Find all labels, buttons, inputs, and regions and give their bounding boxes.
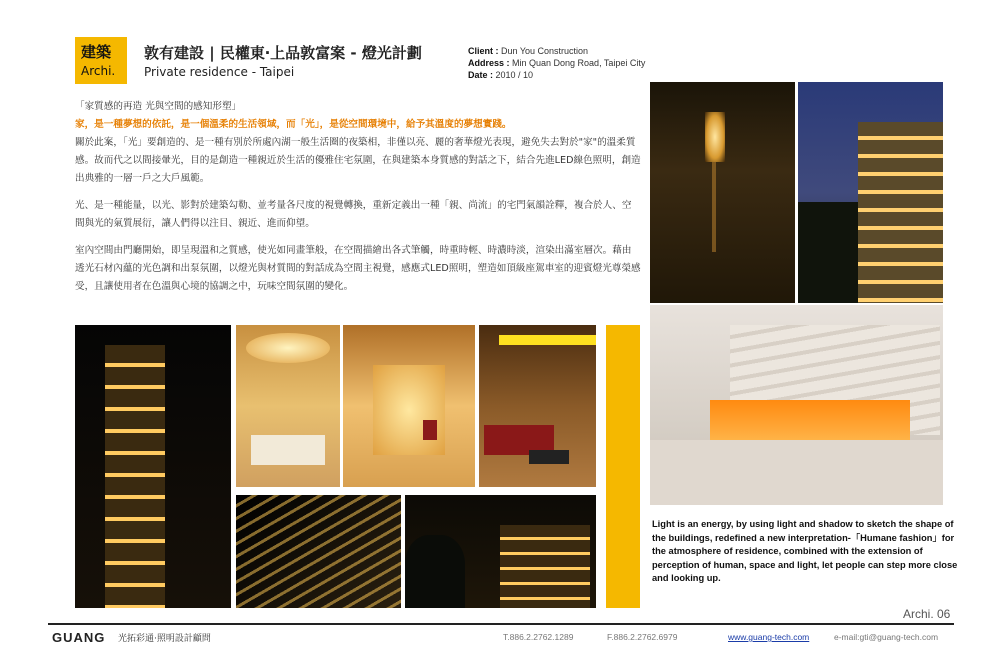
accent-strip (606, 325, 640, 608)
footer-email: e-mail:gti@guang-tech.com (834, 632, 939, 642)
photo-tower-night (75, 325, 231, 608)
body-text (75, 98, 641, 305)
body-heading: 「家質感的再造 光與空間的感知形塑」 (75, 101, 242, 112)
company-logo: GUANG (52, 630, 106, 645)
body-paragraph-2: 光、是一種能量，以光、影對於建築勾勒、並考量各尺度的視覺轉換，重新定義出一種「親、尚流」的宅門氣韻詮釋，複合於人、空間與光的氣質展衍，讓人們得以注目、親近、進而仰望。 (75, 200, 632, 229)
client-label: Client : (468, 46, 499, 56)
client-row (468, 45, 645, 57)
page-number: Archi. 06 (903, 607, 951, 621)
date-row (468, 69, 645, 81)
section-badge (75, 37, 127, 84)
page-subtitle: Private residence - Taipei (144, 65, 295, 79)
badge-zh: 建築 (81, 43, 112, 61)
photo-entrance-night (405, 495, 596, 608)
photo-wall-lantern (650, 82, 795, 303)
footer-fax: F.886.2.2762.6979 (607, 632, 678, 642)
footer-divider (48, 623, 954, 625)
photo-lounge-onyx-wall (343, 325, 475, 487)
body-highlight: 家，是一種夢想的依託，是一個溫柔的生活領域，而「光」，是從空間環境中，給予其溫度的夢想實踐。 (75, 119, 512, 130)
address-label: Address : (468, 58, 510, 68)
body-paragraph-1: 關於此案，「光」要創造的、是一種有別於所處內湖一般生活圈的夜築相，非僅以亮、麗的奢華燈光表現，避免失去對於"家"的溫柔質感。故而代之以間接暈光，目的是創造一種親近於生活的優雅住宅氛圍，在與建築本身質感的對話之下，結合先進LED線色照明，創造出典雅的一層一戶之大戶風範。 (75, 137, 641, 184)
address-value: Min Quan Dong Road, Taipei City (509, 58, 646, 68)
english-caption: Light is an energy, by using light and shadow to sketch the shape of the buildings, redefined a new interpretation-「Humane fashion」for the atmosphere of residence, combined with the extension of perception of human, space and light, let people can step more close and looking up. (652, 519, 958, 583)
footer-website-link[interactable]: www.guang-tech.com (728, 632, 810, 642)
badge-en: Archi. (81, 64, 116, 78)
photo-living-room (236, 325, 340, 487)
client-value: Dun You Construction (498, 46, 589, 56)
address-row (468, 57, 645, 69)
company-tagline: 光拓彩通‧照明設計顧問 (118, 634, 211, 644)
date-label: Date : (468, 70, 494, 80)
photo-building-facade-dusk (798, 82, 943, 303)
body-paragraph-3: 室內空間由門廳開始，即呈現溫和之質感，使光如同畫筆般，在空間描繪出各式筆觸，時重時輕、時濃時淡，渲染出滿室層次。藉由透光石材內蘊的光色調和出泵氛圍，以燈光與材質間的對話成為空間主視覺，感應式LED照明，塑造如頂級座駕車室的迎賓燈光尊榮感受，且讓使用者在色溫與心境的協調之中，玩味空間氛圍的變化。 (75, 245, 641, 292)
project-meta (468, 45, 645, 81)
page-title: 敦有建設 | 民權東‧上品敦富案 - 燈光計劃 (144, 44, 422, 62)
date-value: 2010 / 10 (493, 70, 534, 80)
photo-red-sofa-lounge (479, 325, 596, 487)
photo-light-shadow-stripes (236, 495, 401, 608)
photo-lobby-reception (650, 305, 943, 505)
footer-tel: T.886.2.2762.1289 (503, 632, 574, 642)
